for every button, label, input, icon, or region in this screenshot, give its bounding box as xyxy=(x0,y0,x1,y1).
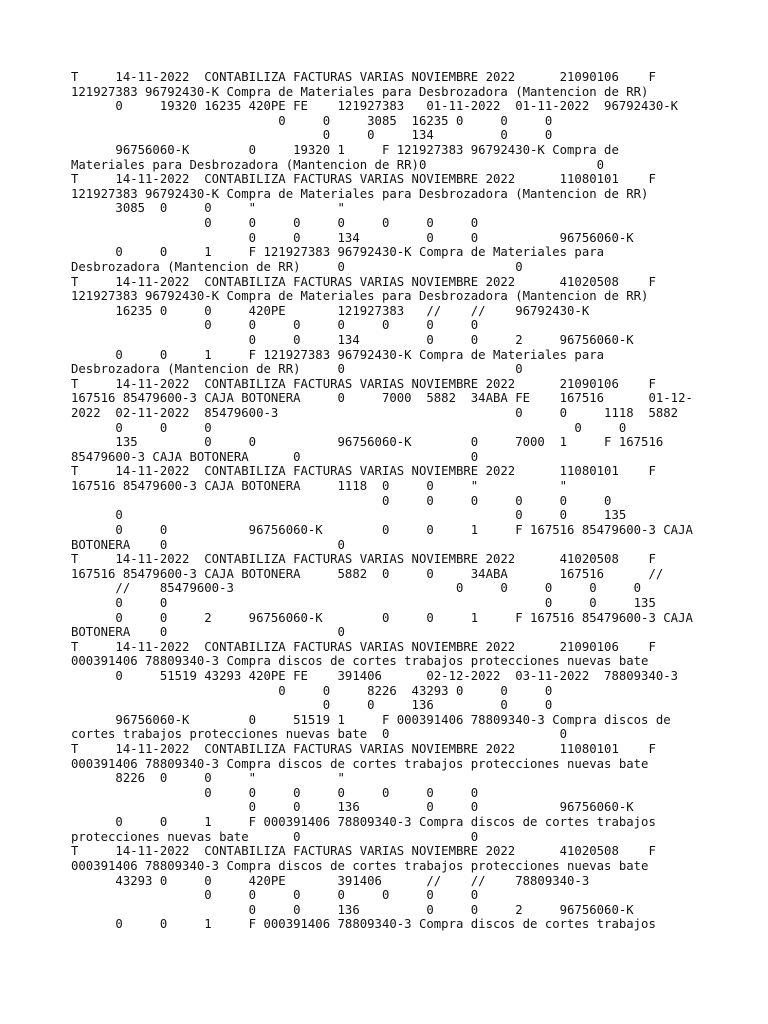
text-line: 167516 85479600-3 CAJA BOTONERA 0 7000 5882 34ABA FE 167516 01-12- xyxy=(71,391,693,406)
text-line: 0 0 1 F 121927383 96792430-K Compra de Materiales para xyxy=(71,245,605,260)
text-line: T 14-11-2022 CONTABILIZA FACTURAS VARIAS NOVIEMBRE 2022 21090106 F xyxy=(71,639,656,654)
text-line: 0 0 136 0 0 xyxy=(71,698,553,713)
text-line: 000391406 78809340-3 Compra discos de cortes trabajos protecciones nuevas bate xyxy=(71,654,649,669)
text-line: Desbrozadora (Mantencion de RR) 0 0 xyxy=(71,259,523,274)
document-text xyxy=(71,70,761,932)
text-line: 96756060-K 0 19320 1 F 121927383 96792430-K Compra de xyxy=(71,143,619,158)
text-line: 0 0 0 0 0 0 0 xyxy=(71,785,479,800)
text-line: 0 0 134 0 0 xyxy=(71,128,553,143)
text-line: T 14-11-2022 CONTABILIZA FACTURAS VARIAS NOVIEMBRE 2022 41020508 F xyxy=(71,274,656,289)
text-line: T 14-11-2022 CONTABILIZA FACTURAS VARIAS NOVIEMBRE 2022 41020508 F xyxy=(71,844,656,859)
text-line: 000391406 78809340-3 Compra discos de cortes trabajos protecciones nuevas bate xyxy=(71,858,649,873)
text-line: 0 0 8226 43293 0 0 0 xyxy=(71,683,553,698)
text-line: 0 0 0 135 xyxy=(71,508,627,523)
text-line: T 14-11-2022 CONTABILIZA FACTURAS VARIAS NOVIEMBRE 2022 21090106 F xyxy=(71,376,656,391)
text-line: 0 0 3085 16235 0 0 0 xyxy=(71,113,553,128)
text-line: T 14-11-2022 CONTABILIZA FACTURAS VARIAS NOVIEMBRE 2022 21090106 F xyxy=(71,70,656,84)
text-line: 0 0 2 96756060-K 0 0 1 F 167516 85479600-3 CAJA xyxy=(71,610,693,625)
text-line: 0 0 134 0 0 2 96756060-K xyxy=(71,332,634,347)
text-line: 000391406 78809340-3 Compra discos de cortes trabajos protecciones nuevas bate xyxy=(71,756,649,771)
text-line: 16235 0 0 420PE 121927383 // // 96792430-K xyxy=(71,303,590,318)
text-line: BOTONERA 0 0 xyxy=(71,537,345,552)
text-line: Desbrozadora (Mantencion de RR) 0 0 xyxy=(71,362,523,377)
text-line: 0 0 96756060-K 0 0 1 F 167516 85479600-3 CAJA xyxy=(71,522,693,537)
text-line: 167516 85479600-3 CAJA BOTONERA 5882 0 0 34ABA 167516 // xyxy=(71,566,664,581)
text-line: 0 19320 16235 420PE FE 121927383 01-11-2022 01-11-2022 96792430-K xyxy=(71,99,679,114)
text-line: 121927383 96792430-K Compra de Materiales para Desbrozadora (Mantencion de RR) xyxy=(71,84,649,99)
text-line: T 14-11-2022 CONTABILIZA FACTURAS VARIAS NOVIEMBRE 2022 11080101 F xyxy=(71,464,656,479)
text-line: 43293 0 0 420PE 391406 // // 78809340-3 xyxy=(71,873,590,888)
text-line: T 14-11-2022 CONTABILIZA FACTURAS VARIAS NOVIEMBRE 2022 11080101 F xyxy=(71,742,656,757)
text-line: 0 0 0 0 0 0 0 xyxy=(71,216,479,231)
text-line: 3085 0 0 " " xyxy=(71,201,345,216)
text-line: 0 0 134 0 0 96756060-K xyxy=(71,230,634,245)
text-line: 96756060-K 0 51519 1 F 000391406 78809340-3 Compra discos de xyxy=(71,712,671,727)
text-line: 121927383 96792430-K Compra de Materiales para Desbrozadora (Mantencion de RR) xyxy=(71,186,649,201)
text-line: 0 0 0 0 0 0 0 xyxy=(71,318,479,333)
text-line: 0 0 0 0 135 xyxy=(71,595,656,610)
text-line: 2022 02-11-2022 85479600-3 0 0 1118 5882 xyxy=(71,406,679,421)
text-line: T 14-11-2022 CONTABILIZA FACTURAS VARIAS NOVIEMBRE 2022 41020508 F xyxy=(71,552,656,567)
text-line: 0 51519 43293 420PE FE 391406 02-12-2022 03-11-2022 78809340-3 xyxy=(71,668,679,683)
text-line: 121927383 96792430-K Compra de Materiales para Desbrozadora (Mantencion de RR) xyxy=(71,289,649,304)
text-line: 135 0 0 96756060-K 0 7000 1 F 167516 xyxy=(71,435,664,450)
text-line: 0 0 0 0 0 0 0 xyxy=(71,888,479,903)
text-line: 8226 0 0 " " xyxy=(71,771,345,786)
text-line: 0 0 0 0 0 0 xyxy=(71,493,612,508)
text-line: // 85479600-3 0 0 0 0 0 xyxy=(71,581,642,596)
text-line: cortes trabajos protecciones nuevas bate 0 0 xyxy=(71,727,568,742)
text-line: 0 0 136 0 0 96756060-K xyxy=(71,800,634,815)
text-line: 0 0 1 F 000391406 78809340-3 Compra discos de cortes trabajos xyxy=(71,917,656,932)
text-line: protecciones nuevas bate 0 0 xyxy=(71,829,479,844)
text-line: 0 0 0 0 0 xyxy=(71,420,627,435)
text-line: 167516 85479600-3 CAJA BOTONERA 1118 0 0 " " xyxy=(71,479,568,494)
text-line: Materiales para Desbrozadora (Mantencion de RR)0 0 xyxy=(71,157,605,172)
text-line: 0 0 1 F 000391406 78809340-3 Compra discos de cortes trabajos xyxy=(71,815,656,830)
text-line: 0 0 136 0 0 2 96756060-K xyxy=(71,902,634,917)
text-line: 85479600-3 CAJA BOTONERA 0 0 xyxy=(71,449,479,464)
text-line: T 14-11-2022 CONTABILIZA FACTURAS VARIAS NOVIEMBRE 2022 11080101 F xyxy=(71,172,656,187)
text-line: BOTONERA 0 0 xyxy=(71,625,345,640)
text-line: 0 0 1 F 121927383 96792430-K Compra de Materiales para xyxy=(71,347,605,362)
